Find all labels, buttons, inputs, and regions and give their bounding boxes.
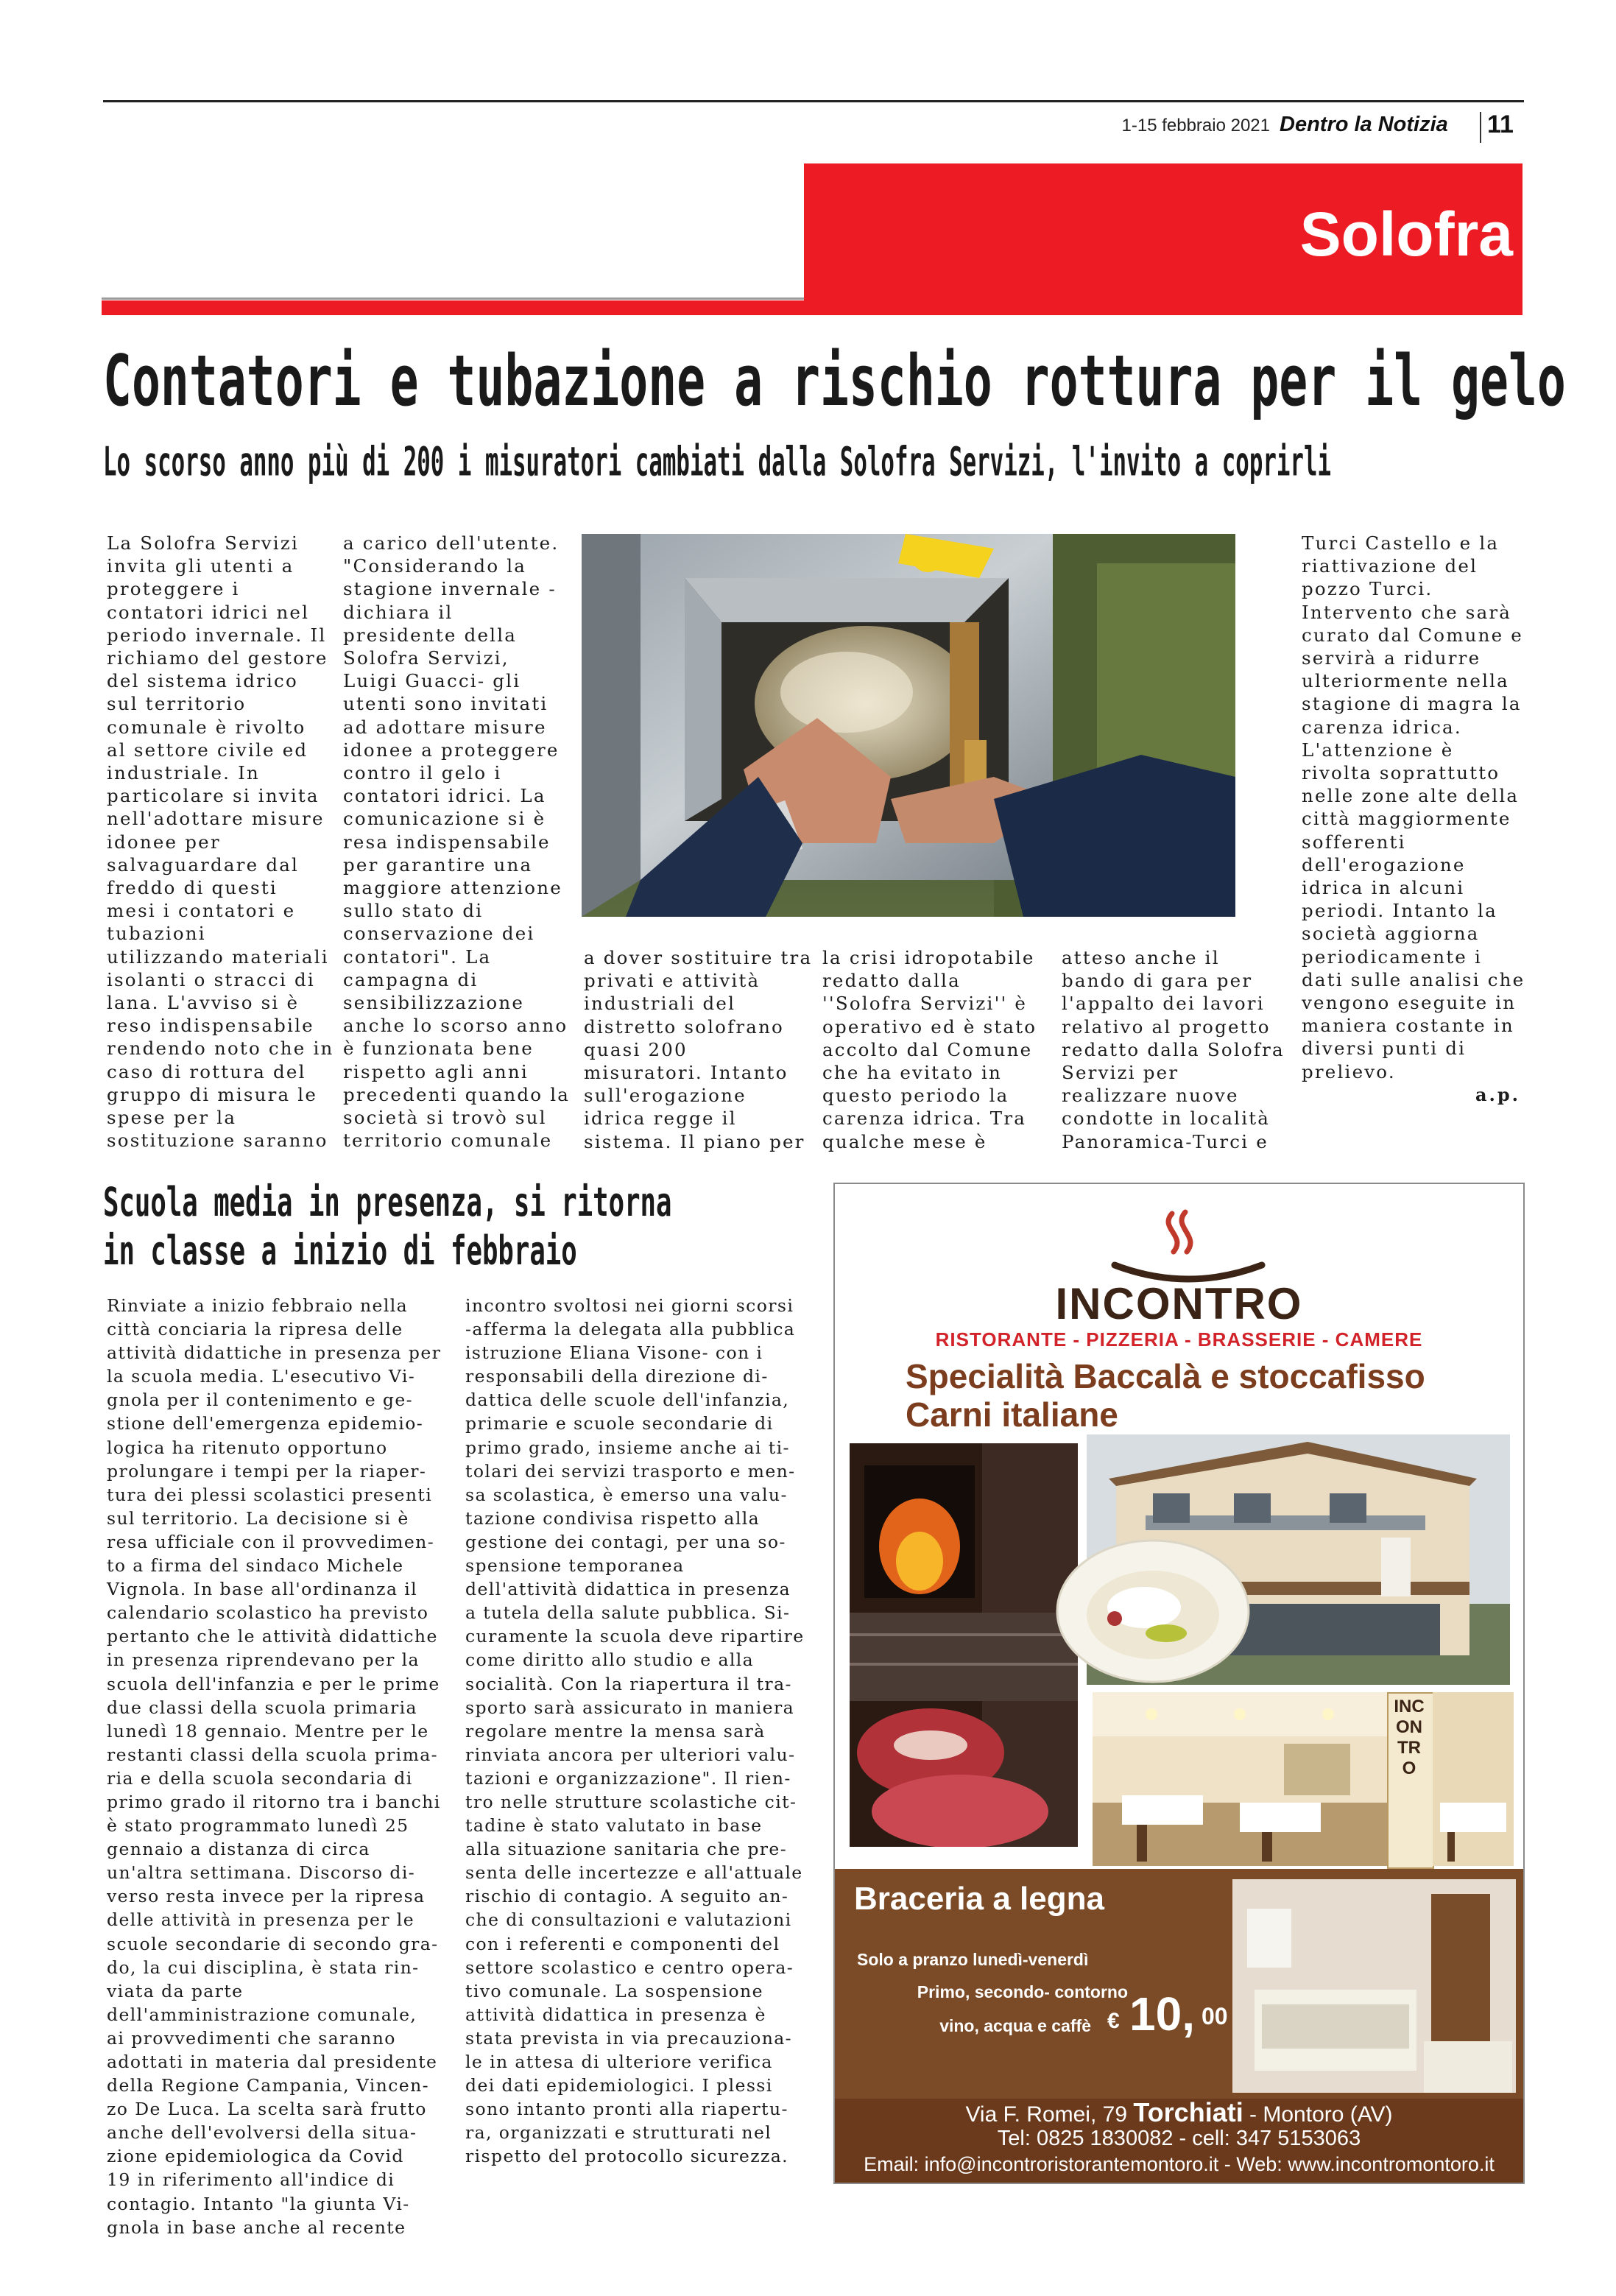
dining-room-photo-2 [1433,1692,1514,1866]
address-rest: - Montoro (AV) [1249,2102,1393,2127]
address-town: Torchiati [1133,2097,1243,2127]
ad-phone: Tel: 0825 1830082 - cell: 347 5153063 [997,2127,1361,2150]
vertical-sign-text: INCONTRO [1394,1697,1425,1778]
page-number: 11 [1487,110,1514,138]
price-decimals: 00 [1202,2003,1228,2029]
section-rule [102,297,804,300]
ad-categories: RISTORANTE - PIZZERIA - BRASSERIE - CAMERE [935,1328,1423,1351]
lunch-line-2: Primo, secondo- contorno [917,1982,1128,2001]
article-column-2: a carico dell'utente. "Considerando la stagione invernale - dichiara il presidente della Solofra Servizi, Luigi Guacci- gli utenti sono invitati ad adottare misure idonee a proteggere contro il gelo i contatori idrici. La comunicazione si è resa indispensabile per garantire una maggiore attenzione sullo stato di conservazione dei contatori". La campagna di sensibilizzazione anche lo scorso anno è funzionata bene rispetto agli anni precedenti quando la società si trovò sul territorio comunale [343,532,571,1152]
ad-address [835,2097,1523,2128]
article-column-6: Turci Castello e la riattivazione del pozzo Turci. Intervento che sarà curato dal Comune e servirà a ridurre ulteriormente nella stagione di magra la carenza idrica. L'attenzione è rivolta soprattutto nelle zone alte della città maggiormente sofferenti dell'erogazione idrica in alcuni periodi. Intanto la società aggiorna periodicamente i dati sulle analisi che vengono eseguite in maniera costante in diversi punti di prelievo. [1302,532,1525,1082]
ad-specialty-2: Carni italiane [906,1395,1118,1434]
header-rule [103,100,1524,102]
ad-specialty-1: Specialità Baccalà e stoccafisso [906,1357,1425,1395]
restaurant-advertisement [833,1183,1525,2184]
dish-photo [1056,1538,1251,1685]
grill-photo [850,1443,1078,1847]
article-headline: Contatori e tubazione a rischio rottura per il gelo [103,340,1566,423]
bedroom-photo [1232,1879,1516,2093]
lunch-line-1: Solo a pranzo lunedì-venerdì [857,1950,1089,1969]
article-column-1: La Solofra Servizi invita gli utenti a proteggere i contatori idrici nel periodo invernale. Il richiamo del gestore del sistema idrico sul territorio comunale è rivolto al settore civile ed industriale. In particolare si invita nell'adottare misure idonee per salvaguardare dal freddo di questi mesi i contatori e tubazioni utilizzando materiali isolanti o stracci di lana. L'avviso si è reso indispensabile rendendo noto che in caso di rottura del gruppo di misura le spese per la sostituzione saranno [107,532,334,1152]
ad-email-web: Email: info@incontroristorantemontoro.it - Web: www.incontromontoro.it [864,2153,1495,2175]
article-subheadline: Lo scorso anno più di 200 i misuratori cambiati dalla Solofra Servizi, l'invito a coprirli [103,439,1332,486]
article-column-5: atteso anche il bando di gara per l'appalto dei lavori relativo al progetto redatto dalla Solofra Servizi per realizzare nuove condotte in località Panoramica-Turci e [1062,947,1285,1152]
article-column-3: a dover sostituire tra privati e attività industriali del distretto solofrano quasi 200 misuratori. Intanto sull'erogazione idrica regge il sistema. Il piano per [584,947,813,1152]
water-meter-photo [582,534,1235,917]
article-column-4: la crisi idropotabile redatto dalla ''Solofra Servizi'' è operativo ed è stato accolto dal Comune che ha evitato in questo periodo la carenza idrica. Tra qualche mese è [822,947,1037,1152]
header-divider [1480,112,1481,143]
article2-column-2: incontro svoltosi nei giorni scorsi -afferma la delegata alla pubblica istruzione Eliana Visone- con i responsabili della direzione di- dattica delle scuole dell'infanzia, primarie e scuole secondarie di primo grado, insieme anche ai ti- tolari dei servizi trasporto e men- sa scolastica, è emerso una valu- tazione condivisa rispetto alla gestione dei contagi, per una so- spensione temporanea dell'attività didattica in presenza a tutela della salute pubblica. Si- curamente la scuola deve ripartire come diritto allo studio e alla socialità. Con la riapertura il tra- sporto sarà assicurato in maniera regolare mentre la mensa sarà rinviata ancora per ulteriori valu- tazioni e organizzazione". Il rien- tro nelle strutture scolastiche cit- tadine è stato valutato in base alla situazione sanitaria che pre- senta delle incertezze e all'attuale rischio di contagio. A seguito an- che di consultazioni e valutazioni con i referenti e componenti del settore scolastico e centro opera- tivo comunale. La sospensione attività didattica in presenza è stata prevista in via precauziona- le in attesa di ulteriore verifica dei dati epidemiologici. I plessi sono intanto pronti alla riapertu- ra, organizzati e strutturati nel rispetto del protocollo sicurezza. [465,1295,805,2167]
dining-room-photo [1093,1692,1387,1866]
issue-date: 1-15 febbraio 2021 [1121,116,1270,135]
section-banner-strip [102,300,1523,315]
section-title: Solofra [1299,200,1513,269]
author-signature: a.p. [1475,1084,1520,1105]
newspaper-name: Dentro la Notizia [1280,113,1448,136]
article2-column-1: Rinviate a inizio febbraio nella città conciaria la ripresa delle attività didattiche in presenza per la scuola media. L'esecutivo Vi- gnola per il contenimento e ge- stione dell'emergenza epidemio- logica ha ritenuto opportuno prolungare i tempi per la riaper- tura dei plessi scolastici presenti sul territorio. La decisione si è resa ufficiale con il provvedimen- to a firma del sindaco Michele Vignola. In base all'ordinanza il calendario scolastico ha previsto pertanto che le attività didattiche in presenza riprendevano per la scuola dell'infanzia e per le prime due classi della scuola primaria lunedì 18 gennaio. Mentre per le restanti classi della scuola prima- ria e della scuola secondaria di primo grado il ritorno tra i banchi è stato programmato lunedì 25 gennaio a distanza di circa un'altra settimana. Discorso di- verso resta invece per la ripresa delle attività in presenza per le scuole secondarie di secondo gra- do, la cui disciplina, è stata rin- viata da parte dell'amministrazione comunale, ai provvedimenti che saranno adottati in materia dal presidente della Regione Campania, Vincen- zo De Luca. La scelta sarà frutto anche dell'evolversi della situa- zione epidemiologica da Covid 19 in riferimento all'indice di contagio. Intanto "la giunta Vi- gnola in base anche al recente [107,1295,442,2238]
price-integer: 10, [1129,1987,1195,2040]
price-currency: € [1107,2009,1120,2033]
article2-headline: Scuola media in presenza, si ritorna in classe a inizio di febbraio [103,1179,672,1274]
lunch-line-3: vino, acqua e caffè [939,2016,1091,2035]
ad-brand: INCONTRO [1055,1279,1303,1328]
address-street: Via F. Romei, 79 [965,2102,1128,2127]
braceria-label: Braceria a legna [854,1881,1104,1917]
